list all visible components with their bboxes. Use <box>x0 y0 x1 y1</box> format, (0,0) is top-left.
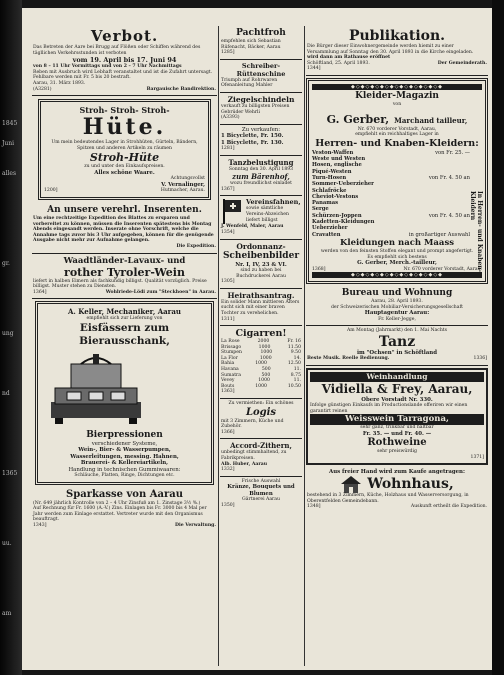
price-cell: 11.50 <box>287 344 301 350</box>
ad-ref: 1311] <box>221 316 235 322</box>
ad-ziegel <box>220 93 302 125</box>
ad-zither <box>220 439 302 476</box>
ad-vereinsfahnen <box>220 196 302 239</box>
item-price: von Fr. 25. — <box>435 149 470 156</box>
ad-cigarren <box>220 326 302 399</box>
ad-head: Weinhandlung <box>310 372 484 382</box>
ad-body: werden von den feinsten Stoffen elegant und prompt angefertigt. <box>320 248 474 254</box>
clipped-text: gr. <box>2 260 10 267</box>
ad-title: Sparkasse von Aarau <box>66 488 183 500</box>
ornament-border: ◆◇◆◇◆◇◆◇◆◇◆◇◆◇◆◇◆◇◆ <box>312 272 482 278</box>
price-cell: 500 <box>261 372 271 378</box>
ad-body: verkauft zu billigsten Preisen Gebrüder Wehrli <box>221 103 290 115</box>
ad-name: Marchand tailleur, <box>394 115 468 125</box>
price-cell: Havana <box>221 367 239 373</box>
ad-body: mit 3 Zimmern, Küche und Zubehör. <box>221 418 284 430</box>
ad-title: A. Keller, Mechaniker, Aarau <box>68 307 181 317</box>
ad-body: der Schweizerischen Mobiliar-Versicherungsgesellschaft <box>330 304 464 310</box>
ad-body: Wein-, Bier- & Wasserpumpen, <box>78 447 171 454</box>
ad-price: Fr. 35. — und Fr. 40. — <box>362 431 432 438</box>
ad-ref: 1305] <box>221 279 235 285</box>
price-cell: Vevey <box>221 378 235 384</box>
item-name: Veston-Waffen <box>312 149 354 156</box>
page-edge-right <box>492 0 504 675</box>
ad-body: Brauerei- & Kellereiartikeln, <box>80 460 169 467</box>
ad-body: Am Montag (Jahrmarkt) den 1. Mai Nachts <box>346 328 448 334</box>
ad-address: Nr. 670 vorderer Vorstadt, Aarau. <box>403 266 482 272</box>
ad-body: Hauptagentur Aarau: <box>364 310 430 317</box>
clipped-text: am <box>2 610 12 617</box>
clipped-text: 1845 <box>2 120 18 127</box>
ad-name: G. Gerber, <box>326 112 390 126</box>
ad-signature: V. Vernalinger, <box>161 181 205 188</box>
price-cell: 500 <box>261 367 271 373</box>
ad-sparkasse <box>32 487 217 532</box>
ad-schreiber <box>220 60 302 93</box>
ad-body: Nr. I, IV, 23 & VI. <box>235 261 287 268</box>
ad-title: Herren- und Knaben-Kleidern: <box>315 137 479 149</box>
ad-wohnhaus <box>306 467 488 513</box>
ad-body: bestehend in 3 Zimmern, Küche, Holzhaus und Wasserversorgung, in Oberentfelden Gemeindebann. <box>307 493 469 504</box>
ad-body: zu und unter den Einkaufspreisen. <box>84 164 165 170</box>
ad-body: Reben mit Ausbruch wird Lebhaft veranstaltet und ist die Zufahrt untersagt. Fehlbare werden mit Fr. 5 bis 20 bestraft. <box>33 69 213 81</box>
item-name: Piqué-Westen <box>312 168 352 175</box>
price-cell: 1000 <box>255 383 267 389</box>
flag-icon <box>221 198 243 224</box>
ad-ref: 1343] <box>33 522 47 528</box>
ad-ref: 1285] <box>221 50 235 56</box>
ad-title: Ziegelschindeln <box>227 94 295 104</box>
price-cell: 11. <box>293 378 301 384</box>
ad-body: empfiehlt ein reichhaltiges Lager in <box>355 132 439 138</box>
ad-signature: Bargauische Bandirektion. <box>146 86 216 92</box>
ad-signature: G. Gerber, Merch.-tailleur, <box>357 260 437 267</box>
ad-head: Aus freier Hand wird zum Kaufe angetragen: <box>329 468 465 475</box>
item-name: Kadetten-Kleidungen <box>312 219 375 226</box>
ad-tanzbelustigung <box>220 156 302 197</box>
price-cell: 9.50 <box>290 350 301 356</box>
beer-apparatus-illustration <box>41 350 151 424</box>
ad-title: Kleidungen nach Maass <box>339 237 455 248</box>
ad-title: Pachtfroh <box>236 28 286 38</box>
ad-ref: (A3281) <box>33 86 52 92</box>
ad-body: von <box>392 101 402 107</box>
ad-body: Zu vermiethen: Ein schönes <box>228 401 294 407</box>
ad-subtitle: Obere Vorstadt Nr. 330. <box>361 396 433 403</box>
ad-title: Stroh- Stroh- Stroh- <box>79 105 170 116</box>
ad-tanz-ochsen <box>306 326 488 366</box>
ad-body: sowie sämtliche Vereins-Abzeichen liefert billigst <box>246 206 289 223</box>
ad-dates: vom 19. April bis 17. Juni 94 <box>72 56 177 65</box>
price-cell: 2000 <box>257 339 270 345</box>
ad-title: Cigarren! <box>235 328 287 340</box>
ad-title: zum Bärenhof, <box>232 172 290 182</box>
ad-signature: J. Wenfeld, Maler, Aarau <box>221 224 284 230</box>
item-name: Serge <box>312 206 329 213</box>
ad-ref: (A3393) <box>221 115 240 121</box>
ad-ordonnanz <box>220 240 302 289</box>
ad-inserenten <box>32 203 217 254</box>
newspaper-page <box>22 8 492 670</box>
ad-vidiella <box>306 368 488 465</box>
ad-title: Publikation. <box>348 28 446 44</box>
item-name: Turn-Hosen <box>312 174 347 181</box>
price-cell: Stumpen <box>221 350 242 356</box>
ad-ref: 1350] <box>221 502 235 508</box>
ad-signature: Auskunft ertheilt die Expedition. <box>410 504 487 510</box>
price-cell: 1000 <box>255 361 267 367</box>
ad-kleider-magazin <box>306 78 488 284</box>
ad-body: sind zu haben bei <box>240 267 282 273</box>
item-name: Cravatten <box>312 231 341 238</box>
ad-title: Verbot. <box>90 27 159 45</box>
vertical-caption: In Herren- und Knaben-Kleidern <box>469 190 483 273</box>
ad-title: Accord-Zithern, <box>230 441 292 451</box>
column-rule <box>218 26 219 666</box>
item-name: Schlafröcke <box>312 187 347 194</box>
ad-signature: Alb. Huber, Aarau <box>221 461 268 467</box>
ad-title: Schreiber-Rüttenschine <box>236 61 286 78</box>
ad-signature: Der Gemeinderath. <box>437 60 487 66</box>
price-cell: Bahia <box>221 361 235 367</box>
price-cell: Sumatra <box>221 372 241 378</box>
ad-item: 1 Bicyclette, Fr. 130. <box>221 139 284 146</box>
ad-body: Handlung in technischen Gummiwaaren: <box>68 466 181 473</box>
ad-title: Vidiella & Frey, Aarau, <box>321 381 473 396</box>
ad-body: Um mein bedeutendes Lager in Strohhüten, Gürteln, Bändern, Spitzen und anderen Artikeln zu räumen <box>51 140 198 151</box>
ad-strohhute <box>38 99 211 200</box>
ad-heirat <box>220 289 302 326</box>
ad-title: Tanzbelustigung <box>228 157 294 167</box>
ad-title: Logis <box>245 406 277 418</box>
ad-body: Schläuche, Platten, Ringe, Dichtungen etc. <box>74 472 175 478</box>
ad-ref: 1367] <box>221 186 235 192</box>
column-rule <box>304 26 305 666</box>
ad-wein <box>32 254 217 300</box>
ad-title: rother Tyroler-Wein <box>64 265 185 279</box>
ad-signature: Die Verwaltung. <box>174 522 216 528</box>
ad-ref: 1363] <box>221 389 235 395</box>
clipped-text: nd <box>2 390 10 397</box>
ad-ref: 1336] <box>473 356 487 362</box>
ad-body: Ein solider Mann mittleren Alters sucht sich mit einer braven Tochter zu verehelichen. <box>221 299 300 316</box>
ad-body: Achtungsvollst <box>170 176 205 182</box>
column-middle <box>220 26 302 666</box>
ad-bureau <box>306 286 488 326</box>
column-left <box>32 26 217 666</box>
ad-signature: Die Expedition. <box>176 243 216 249</box>
ad-ref: 1344] <box>307 66 321 72</box>
price-cell: 8.75 <box>290 372 301 378</box>
ad-body: liefert in halben Eimern als fachkundig billigst. Qualität vorzüglich. Preise billigst. Muster stehen zu Diensten. <box>33 278 207 290</box>
page-edge-left <box>0 0 22 675</box>
price-cell: 1000 <box>260 350 273 356</box>
ad-title: Tanz <box>378 333 416 350</box>
price-cell: 1000 <box>259 355 272 361</box>
ad-verbot <box>32 26 217 96</box>
clipped-text: Juni <box>2 140 15 147</box>
ad-body: Auf Rechnung für Fr. 1600 (A.-V.) Zins. Einlagen bis Fr. 3000 bis 4 Mal per Jahr werden zum Einlage erstattet. Vertreter wurde mit den Organismus beauftragt. <box>33 506 207 523</box>
item-name: Sommer-Ueberzieher <box>312 181 374 188</box>
ad-body: wozu freundlichst einladet <box>229 181 292 187</box>
ad-body: Um eine rechtzeitige Expedition des Blattes zu ersparen und vorbereitet zu können, müssen die Inserenten spätestens bis Montag Abends eingesandt werden. Inserate ohne Vorschrift, welche die Annahme tags zuvor bis 3 Uhr aufgegeben, können für die genügende Ausgabe nicht mehr zur Aufnahme gelangen. <box>33 215 214 244</box>
item-price: von Fr. 4. 50 an <box>428 212 470 219</box>
clipped-text: alles <box>2 170 17 177</box>
clipped-text: uu. <box>2 540 12 547</box>
ad-body: im "Ochsen" in Schöftland <box>357 349 437 356</box>
ad-signature: Hutmacher, Aarau. <box>160 188 205 194</box>
ad-title: Kleider-Magazin <box>355 90 439 101</box>
ad-body: Die Bürger dieser Einwohnergemeinde werden hiemit zu einer Versammlung auf Sonntag den 30. April 1893 in die Kirche eingeladen. <box>307 44 474 55</box>
price-cell: 1000 <box>258 378 270 384</box>
ad-body: verschiedener Systeme, <box>91 440 158 447</box>
ad-ref: 1354] <box>221 229 235 235</box>
ad-times: von 8 – 11 Uhr Vormittags und von 2 – 7 Uhr Nachmittags <box>33 64 182 70</box>
ad-ref: 1371] <box>470 455 484 461</box>
ad-place: Schöftland, 25. April 1893. <box>307 60 370 66</box>
item-name: Cheviot-Vestons <box>312 193 359 200</box>
ad-address: Nr. 670 vorderer Vorstadt, Aarau, <box>357 126 437 132</box>
ad-title: Hüte. <box>82 114 167 141</box>
clipped-text: ung <box>2 330 14 337</box>
ad-title: Wohnhaus, <box>367 475 454 492</box>
ad-title: Vereinsfahnen, <box>246 198 301 207</box>
price-cell: 10.50 <box>287 383 301 389</box>
item-name: Weste und Westen <box>312 156 366 163</box>
ad-body: sehr ganz, trinkbar und haltbar <box>360 425 434 431</box>
ad-title: An unsere verehrl. Inserenten. <box>47 204 202 215</box>
ad-signature: Wohlriede-Lödi zum "Steckhoen" in Aarau. <box>105 289 216 295</box>
ad-ref: 1348] <box>307 504 321 510</box>
item-name: Schürzen-Joppen <box>312 212 362 219</box>
clipped-text: 1365 <box>2 470 18 477</box>
ad-publikation <box>306 26 488 76</box>
item-price: in großartiger Auswahl <box>408 231 470 238</box>
house-icon <box>340 475 362 493</box>
ad-body: (Nr. 649 jährlich Kontrolle von 2 – 4 Uhr Zinsfuß am 1. Zinstage 3½ %.) <box>33 500 201 506</box>
ad-ref: 1332] <box>221 467 235 473</box>
item-name: Hosen, englische <box>312 162 362 169</box>
price-cell: Fr. 16 <box>287 339 301 345</box>
ornament-border: ◆◇◆◇◆◇◆◇◆◇◆◇◆◇◆◇◆◇◆ <box>312 84 482 90</box>
price-cell: Bouts <box>221 383 235 389</box>
ad-title: Stroh-Hüte <box>89 151 160 165</box>
item-price: von Fr. 4. 50 an <box>428 174 470 181</box>
price-cell: La Flor <box>221 355 238 361</box>
ad-title: Zu verkaufen: <box>241 126 281 133</box>
ad-signature: Fr. Keller-Jegge, <box>378 316 416 322</box>
ad-ref: 1364] <box>33 289 47 295</box>
price-cell: 12.50 <box>287 361 301 367</box>
ad-signature: Gärtnerei Aarau <box>242 497 280 503</box>
item-name: Ueberzieher <box>312 225 348 232</box>
ad-signature: Buchdruckerei Aarau <box>236 273 286 279</box>
price-cell: 11. <box>293 367 301 373</box>
ad-ref: 1368] <box>312 266 326 272</box>
ad-keller <box>35 301 214 484</box>
ad-pacht <box>220 26 302 60</box>
ad-title: Weisswein Tarragona, <box>310 414 484 425</box>
ad-title: Kränze, Bouquets und Blumen <box>227 484 295 497</box>
item-list <box>312 150 482 238</box>
ad-logis <box>220 399 302 439</box>
ad-body: unbedingt stimmhaltend, zu Fabrikpreisen. <box>221 450 287 461</box>
ad-title: Ordonnanz- <box>236 241 286 251</box>
ad-body: Frische Auswahl <box>241 478 281 484</box>
ad-title: Eisfässern zum Bierausschank, <box>79 321 170 347</box>
ad-body: Alles schöne Waare. <box>94 169 155 176</box>
ad-ref: 1366] <box>221 429 235 435</box>
ad-body: Es empfiehlt sich bestens <box>367 254 427 260</box>
ad-body: wird dann am Rathause eröffnet <box>307 55 391 61</box>
ad-title: Scheibenbilder <box>222 250 300 261</box>
ad-subtitle: empfiehlt sich zur Lieferung von <box>86 316 163 322</box>
ad-body: Triumph auf Rohrwaren Ofenanleitung Mahler <box>221 77 278 89</box>
ad-kranz <box>220 477 302 512</box>
ad-body: Das Betreten der Aare bei Brugg auf Flößen oder Schiffen während des tägllichen Verkehrsstunden ist verboten <box>33 45 201 56</box>
ad-velo <box>220 125 302 156</box>
ad-ref: 1281] <box>221 145 235 151</box>
ad-body: sehr preiswürdig <box>377 449 417 455</box>
ad-place: Aarau, 31. März 1893. <box>33 80 86 86</box>
ad-body: Wasserleitungen, messing. Hahnen, <box>70 453 179 460</box>
ad-title: Heirathsantrag. <box>227 290 295 300</box>
ad-place: Aarau, 28. April 1893. <box>371 299 423 305</box>
price-list <box>221 339 301 389</box>
ad-title: Rothweine <box>367 437 427 449</box>
ad-body: Infolge günstigen Einkaufs im Productionslande offeriren wir einen garantirt reinen <box>310 403 468 414</box>
ad-title: Waadtländer-Lavaux- und <box>63 255 186 266</box>
ad-title: Bureau und Wohnung <box>341 288 453 299</box>
column-right <box>306 26 488 666</box>
ad-signature: Beste Musik. Reelle Bedienung. <box>307 356 390 362</box>
ad-ref: 1200] <box>44 188 58 194</box>
item-name: Panamas <box>312 200 339 207</box>
price-cell: La Rose <box>221 339 240 345</box>
ad-body: Sonntag den 30. April 1893 <box>228 166 294 172</box>
price-cell: 1000 <box>258 344 271 350</box>
price-cell: Brissago <box>221 344 242 350</box>
ad-body: empfehlen sich Sebastian Rüfenacht, Bäcker, Aarau <box>221 39 281 50</box>
ad-title: Bierpressionen <box>86 429 163 440</box>
ad-item: 1 Bicyclette, Fr. 150. <box>221 133 284 140</box>
price-cell: 14. <box>293 355 301 361</box>
